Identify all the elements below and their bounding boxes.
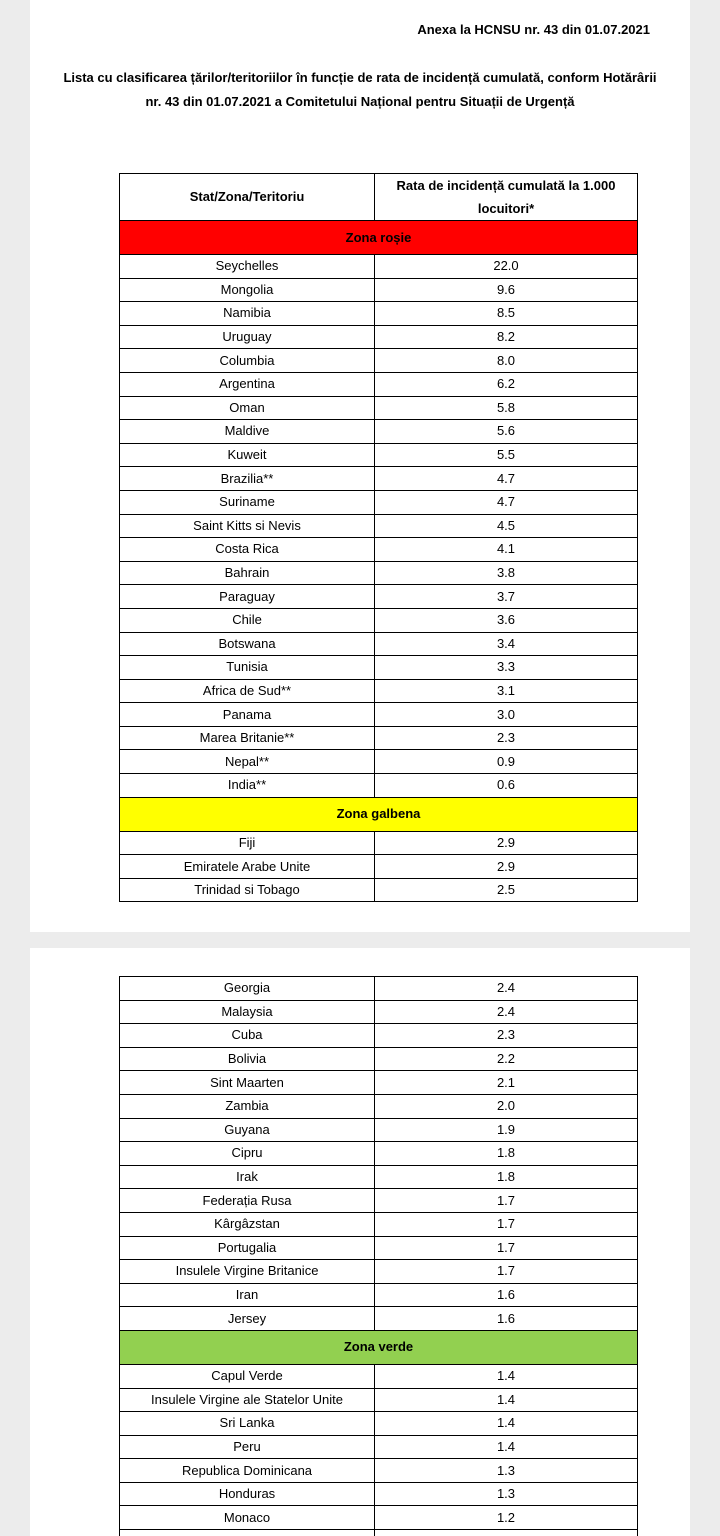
country-cell: Saint Kitts si Nevis bbox=[120, 514, 375, 538]
rate-cell bbox=[375, 1530, 638, 1536]
country-cell: Suriname bbox=[120, 490, 375, 514]
rate-cell: 2.2 bbox=[375, 1047, 638, 1071]
table-row bbox=[120, 1482, 638, 1506]
rate-cell: 1.6 bbox=[375, 1283, 638, 1307]
rate-cell: 8.2 bbox=[375, 325, 638, 349]
country-cell: Monaco bbox=[120, 1506, 375, 1530]
country-cell: Tunisia bbox=[120, 656, 375, 680]
table-row bbox=[120, 1506, 638, 1530]
table-row bbox=[120, 467, 638, 491]
country-cell: Panama bbox=[120, 703, 375, 727]
rate-cell: 1.9 bbox=[375, 1118, 638, 1142]
table-row bbox=[120, 656, 638, 680]
rate-cell: 3.1 bbox=[375, 679, 638, 703]
country-cell: Capul Verde bbox=[120, 1364, 375, 1388]
table-row bbox=[120, 325, 638, 349]
countries-table-page-2 bbox=[119, 976, 638, 1536]
country-cell: Marea Britanie** bbox=[120, 726, 375, 750]
country-cell: Jersey bbox=[120, 1307, 375, 1331]
country-cell: Insulele Virgine Britanice bbox=[120, 1260, 375, 1284]
country-cell: Maldive bbox=[120, 420, 375, 444]
rate-cell: 1.4 bbox=[375, 1435, 638, 1459]
table-row bbox=[120, 1283, 638, 1307]
country-cell: Oman bbox=[120, 396, 375, 420]
rate-cell: 1.7 bbox=[375, 1236, 638, 1260]
country-cell: Bahrain bbox=[120, 561, 375, 585]
country-cell: Malaysia bbox=[120, 1000, 375, 1024]
rate-cell: 1.8 bbox=[375, 1142, 638, 1166]
document-page-2 bbox=[30, 948, 690, 1536]
country-cell: India** bbox=[120, 774, 375, 798]
rate-cell: 1.7 bbox=[375, 1212, 638, 1236]
table-row bbox=[120, 585, 638, 609]
country-cell: Namibia bbox=[120, 302, 375, 326]
country-cell: Georgia bbox=[120, 977, 375, 1001]
rate-cell: 4.5 bbox=[375, 514, 638, 538]
table-row bbox=[120, 1364, 638, 1388]
table-row bbox=[120, 1307, 638, 1331]
country-cell: Argentina bbox=[120, 372, 375, 396]
table-row bbox=[120, 1047, 638, 1071]
rate-cell: 1.7 bbox=[375, 1260, 638, 1284]
country-cell: Kuweit bbox=[120, 443, 375, 467]
rate-cell: 2.5 bbox=[375, 878, 638, 902]
rate-cell: 0.6 bbox=[375, 774, 638, 798]
country-cell: Peru bbox=[120, 1435, 375, 1459]
country-cell: Emiratele Arabe Unite bbox=[120, 855, 375, 879]
rate-cell: 3.6 bbox=[375, 608, 638, 632]
rate-cell: 3.7 bbox=[375, 585, 638, 609]
rate-cell: 4.1 bbox=[375, 538, 638, 562]
country-cell: Cuba bbox=[120, 1024, 375, 1048]
rate-cell: 4.7 bbox=[375, 467, 638, 491]
rate-cell: 1.2 bbox=[375, 1506, 638, 1530]
table-row bbox=[120, 302, 638, 326]
table-row bbox=[120, 1435, 638, 1459]
annex-reference: Anexa la HCNSU nr. 43 din 01.07.2021 bbox=[417, 22, 650, 37]
table-row bbox=[120, 750, 638, 774]
table-row bbox=[120, 490, 638, 514]
table-row bbox=[120, 855, 638, 879]
document-title: Lista cu clasificarea țărilor/teritoriilor în funcție de rata de incidență cumulată, conform Hotărârii nr. 43 din 01.07.2021 a Comitetului Național pentru Situații de Urgență bbox=[63, 70, 657, 109]
table-row bbox=[120, 420, 638, 444]
table-row bbox=[120, 538, 638, 562]
rate-cell: 3.0 bbox=[375, 703, 638, 727]
country-cell: Brazilia** bbox=[120, 467, 375, 491]
table-row bbox=[120, 679, 638, 703]
country-cell: Honduras bbox=[120, 1482, 375, 1506]
rate-cell: 5.5 bbox=[375, 443, 638, 467]
table-row bbox=[120, 278, 638, 302]
country-cell: Kârgâzstan bbox=[120, 1212, 375, 1236]
table-row bbox=[120, 977, 638, 1001]
rate-cell: 2.9 bbox=[375, 855, 638, 879]
table-row bbox=[120, 1071, 638, 1095]
rate-cell: 1.3 bbox=[375, 1482, 638, 1506]
zone-label: Zona roșie bbox=[120, 221, 638, 255]
table-row bbox=[120, 1388, 638, 1412]
zone-header-yellow bbox=[120, 797, 638, 831]
table-row bbox=[120, 831, 638, 855]
rate-cell: 2.4 bbox=[375, 1000, 638, 1024]
table-row bbox=[120, 1165, 638, 1189]
rate-cell: 1.7 bbox=[375, 1189, 638, 1213]
column-header-rate: Rata de incidență cumulată la 1.000 locuitori* bbox=[375, 174, 638, 221]
rate-cell: 4.7 bbox=[375, 490, 638, 514]
table-row bbox=[120, 1212, 638, 1236]
rate-cell: 6.2 bbox=[375, 372, 638, 396]
country-cell: Guyana bbox=[120, 1118, 375, 1142]
country-cell: Federația Rusa bbox=[120, 1189, 375, 1213]
table-row bbox=[120, 1000, 638, 1024]
table-row bbox=[120, 514, 638, 538]
table-row bbox=[120, 878, 638, 902]
country-cell bbox=[120, 1530, 375, 1536]
country-cell: Irak bbox=[120, 1165, 375, 1189]
country-cell: Portugalia bbox=[120, 1236, 375, 1260]
country-cell: Fiji bbox=[120, 831, 375, 855]
rate-cell: 1.8 bbox=[375, 1165, 638, 1189]
rate-cell: 2.1 bbox=[375, 1071, 638, 1095]
rate-cell: 1.6 bbox=[375, 1307, 638, 1331]
table-row bbox=[120, 1118, 638, 1142]
rate-cell: 3.8 bbox=[375, 561, 638, 585]
table-row bbox=[120, 443, 638, 467]
document-page-1 bbox=[30, 0, 690, 932]
table-row bbox=[120, 703, 638, 727]
table-row bbox=[120, 608, 638, 632]
country-cell: Nepal** bbox=[120, 750, 375, 774]
country-cell: Cipru bbox=[120, 1142, 375, 1166]
rate-cell: 2.3 bbox=[375, 1024, 638, 1048]
table-row bbox=[120, 632, 638, 656]
country-cell: Bolivia bbox=[120, 1047, 375, 1071]
rate-cell: 2.3 bbox=[375, 726, 638, 750]
zone-label: Zona verde bbox=[120, 1330, 638, 1364]
rate-cell: 1.4 bbox=[375, 1412, 638, 1436]
country-cell: Seychelles bbox=[120, 255, 375, 279]
country-cell: Republica Dominicana bbox=[120, 1459, 375, 1483]
table-row bbox=[120, 1189, 638, 1213]
rate-cell: 2.4 bbox=[375, 977, 638, 1001]
country-cell: Zambia bbox=[120, 1094, 375, 1118]
country-cell: Sint Maarten bbox=[120, 1071, 375, 1095]
country-cell: Mongolia bbox=[120, 278, 375, 302]
zone-label: Zona galbena bbox=[120, 797, 638, 831]
table-row bbox=[120, 255, 638, 279]
table-row bbox=[120, 1412, 638, 1436]
rate-cell: 8.0 bbox=[375, 349, 638, 373]
rate-cell: 3.4 bbox=[375, 632, 638, 656]
rate-cell: 2.0 bbox=[375, 1094, 638, 1118]
countries-table-page-1 bbox=[119, 173, 638, 902]
country-cell: Uruguay bbox=[120, 325, 375, 349]
table-row bbox=[120, 726, 638, 750]
rate-cell: 5.8 bbox=[375, 396, 638, 420]
rate-cell: 2.9 bbox=[375, 831, 638, 855]
table-row bbox=[120, 1236, 638, 1260]
country-cell: Iran bbox=[120, 1283, 375, 1307]
country-cell: Insulele Virgine ale Statelor Unite bbox=[120, 1388, 375, 1412]
rate-cell: 22.0 bbox=[375, 255, 638, 279]
zone-header-green bbox=[120, 1330, 638, 1364]
rate-cell: 1.4 bbox=[375, 1388, 638, 1412]
country-cell: Trinidad si Tobago bbox=[120, 878, 375, 902]
country-cell: Sri Lanka bbox=[120, 1412, 375, 1436]
table-row bbox=[120, 1260, 638, 1284]
table-row bbox=[120, 372, 638, 396]
column-header-country: Stat/Zona/Teritoriu bbox=[120, 174, 375, 221]
rate-cell: 1.3 bbox=[375, 1459, 638, 1483]
rate-cell: 5.6 bbox=[375, 420, 638, 444]
country-cell: Paraguay bbox=[120, 585, 375, 609]
country-cell: Columbia bbox=[120, 349, 375, 373]
country-cell: Botswana bbox=[120, 632, 375, 656]
table-row bbox=[120, 1094, 638, 1118]
table-row bbox=[120, 396, 638, 420]
country-cell: Africa de Sud** bbox=[120, 679, 375, 703]
table-row bbox=[120, 774, 638, 798]
table-row bbox=[120, 1024, 638, 1048]
table-row bbox=[120, 1459, 638, 1483]
rate-cell: 0.9 bbox=[375, 750, 638, 774]
zone-header-red bbox=[120, 221, 638, 255]
rate-cell: 8.5 bbox=[375, 302, 638, 326]
table-row bbox=[120, 1142, 638, 1166]
table-row bbox=[120, 561, 638, 585]
rate-cell: 3.3 bbox=[375, 656, 638, 680]
rate-cell: 9.6 bbox=[375, 278, 638, 302]
table-row bbox=[120, 1530, 638, 1536]
table-header-row bbox=[120, 174, 638, 221]
rate-cell: 1.4 bbox=[375, 1364, 638, 1388]
country-cell: Costa Rica bbox=[120, 538, 375, 562]
table-row bbox=[120, 349, 638, 373]
country-cell: Chile bbox=[120, 608, 375, 632]
